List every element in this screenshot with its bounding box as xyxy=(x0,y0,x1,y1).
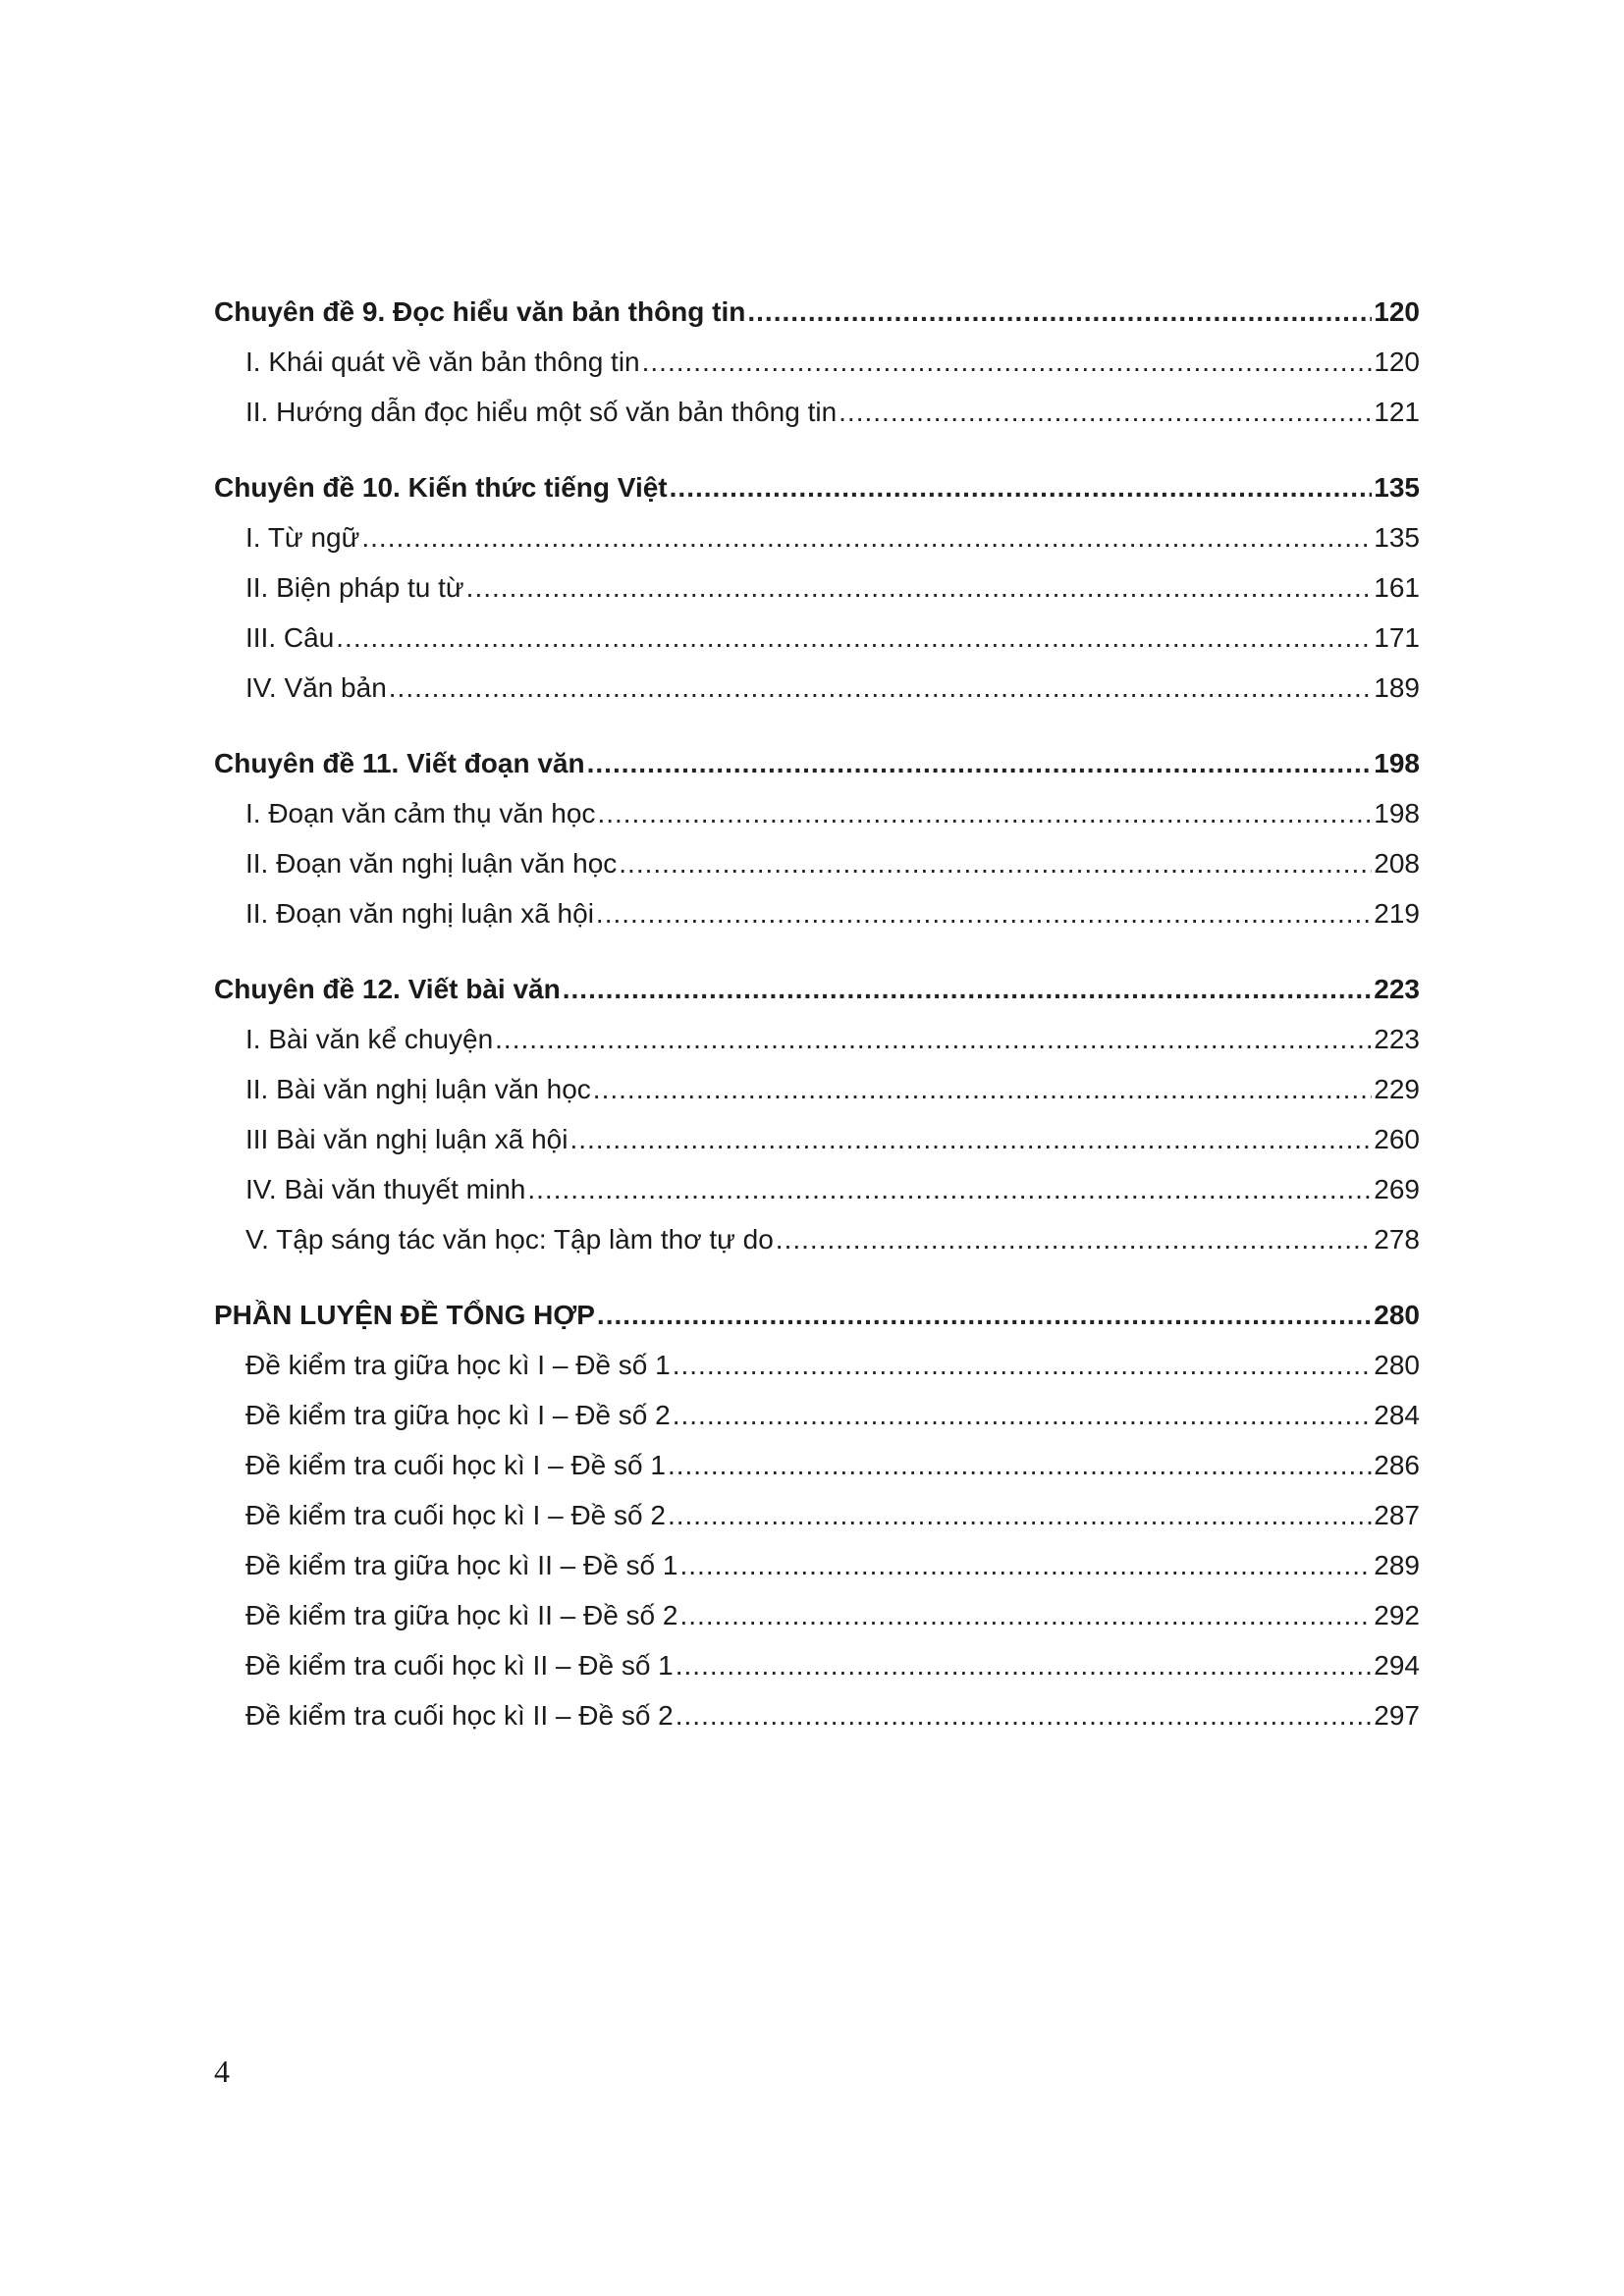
toc-item-row[interactable] xyxy=(214,1114,1420,1164)
toc-item-label: II. Hướng dẫn đọc hiểu một số văn bản thông tin xyxy=(245,397,838,427)
toc-heading-title: Chuyên đề 11. Viết đoạn văn xyxy=(214,748,585,778)
dot-leader xyxy=(466,562,1373,613)
toc-item-row[interactable] xyxy=(214,1214,1420,1264)
toc-item-row[interactable] xyxy=(214,1490,1420,1540)
toc-item-page: 171 xyxy=(1374,622,1420,653)
toc-item-row[interactable] xyxy=(214,613,1420,663)
dot-leader xyxy=(679,1590,1372,1640)
dot-leader xyxy=(597,1290,1372,1340)
toc-item-label: I. Bài văn kể chuyện xyxy=(245,1024,494,1054)
toc-item-row[interactable] xyxy=(214,512,1420,562)
toc-heading-row[interactable] xyxy=(214,964,1420,1014)
toc-item-row[interactable] xyxy=(214,1340,1420,1390)
dot-leader xyxy=(593,1064,1372,1114)
toc-item-page: 121 xyxy=(1374,397,1420,427)
toc-item-row[interactable] xyxy=(214,788,1420,838)
toc-item-page: 208 xyxy=(1374,848,1420,879)
toc-heading-title: Chuyên đề 9. Đọc hiểu văn bản thông tin xyxy=(214,296,746,327)
toc-item-page: 286 xyxy=(1374,1450,1420,1480)
toc-item-label: III Bài văn nghị luận xã hội xyxy=(245,1124,568,1154)
toc-heading-page: 120 xyxy=(1374,296,1420,327)
toc-item-label: II. Đoạn văn nghị luận văn học xyxy=(245,848,618,879)
toc-item-page: 284 xyxy=(1374,1400,1420,1430)
toc-item-row[interactable] xyxy=(214,1540,1420,1590)
toc-item-label: I. Đoạn văn cảm thụ văn học xyxy=(245,798,596,828)
toc-item-page: 198 xyxy=(1374,798,1420,828)
toc-item-page: 229 xyxy=(1374,1074,1420,1104)
toc-item-row[interactable] xyxy=(214,562,1420,613)
toc-heading-page: 135 xyxy=(1374,472,1420,503)
toc-item-label: Đề kiểm tra giữa học kì I – Đề số 2 xyxy=(245,1400,671,1430)
toc-section xyxy=(214,964,1420,1264)
dot-leader xyxy=(670,462,1373,512)
toc-item-label: II. Biện pháp tu từ xyxy=(245,572,464,603)
toc-item-label: Đề kiểm tra cuối học kì II – Đề số 1 xyxy=(245,1650,674,1681)
toc-section xyxy=(214,738,1420,938)
table-of-contents xyxy=(214,287,1420,1766)
toc-item-row[interactable] xyxy=(214,888,1420,938)
dot-leader xyxy=(679,1540,1372,1590)
toc-item-label: I. Từ ngữ xyxy=(245,522,360,553)
toc-item-page: 278 xyxy=(1374,1224,1420,1255)
dot-leader xyxy=(776,1214,1372,1264)
toc-item-page: 189 xyxy=(1374,672,1420,703)
toc-heading-page: 198 xyxy=(1374,748,1420,778)
toc-item-page: 269 xyxy=(1374,1174,1420,1204)
toc-item-row[interactable] xyxy=(214,663,1420,713)
dot-leader xyxy=(668,1440,1372,1490)
toc-item-row[interactable] xyxy=(214,838,1420,888)
toc-item-row[interactable] xyxy=(214,1390,1420,1440)
toc-heading-title: Chuyên đề 10. Kiến thức tiếng Việt xyxy=(214,472,668,503)
toc-item-row[interactable] xyxy=(214,1064,1420,1114)
dot-leader xyxy=(336,613,1372,663)
dot-leader xyxy=(389,663,1373,713)
dot-leader xyxy=(527,1164,1372,1214)
toc-item-label: Đề kiểm tra cuối học kì I – Đề số 1 xyxy=(245,1450,666,1480)
toc-item-label: Đề kiểm tra cuối học kì II – Đề số 2 xyxy=(245,1700,674,1731)
toc-item-page: 292 xyxy=(1374,1600,1420,1630)
toc-item-label: Đề kiểm tra cuối học kì I – Đề số 2 xyxy=(245,1500,666,1530)
toc-heading-row[interactable] xyxy=(214,287,1420,337)
toc-item-label: II. Đoạn văn nghị luận xã hội xyxy=(245,898,594,929)
toc-item-label: Đề kiểm tra giữa học kì II – Đề số 2 xyxy=(245,1600,678,1630)
toc-item-label: IV. Bài văn thuyết minh xyxy=(245,1174,526,1204)
toc-item-label: IV. Văn bản xyxy=(245,672,387,703)
dot-leader xyxy=(673,1340,1373,1390)
toc-item-page: 287 xyxy=(1374,1500,1420,1530)
toc-item-page: 280 xyxy=(1374,1350,1420,1380)
toc-item-page: 135 xyxy=(1374,522,1420,553)
toc-item-row[interactable] xyxy=(214,1590,1420,1640)
toc-heading-title: Chuyên đề 12. Viết bài văn xyxy=(214,974,561,1004)
toc-section xyxy=(214,287,1420,437)
dot-leader xyxy=(619,838,1372,888)
toc-item-page: 219 xyxy=(1374,898,1420,929)
dot-leader xyxy=(563,964,1373,1014)
page-number: 4 xyxy=(214,2054,230,2089)
dot-leader xyxy=(597,788,1372,838)
toc-heading-row[interactable] xyxy=(214,1290,1420,1340)
toc-item-row[interactable] xyxy=(214,1440,1420,1490)
dot-leader xyxy=(676,1690,1373,1740)
toc-item-page: 294 xyxy=(1374,1650,1420,1681)
dot-leader xyxy=(676,1640,1373,1690)
toc-heading-page: 280 xyxy=(1374,1300,1420,1330)
toc-item-row[interactable] xyxy=(214,1690,1420,1740)
dot-leader xyxy=(839,387,1372,437)
toc-item-label: Đề kiểm tra giữa học kì I – Đề số 1 xyxy=(245,1350,671,1380)
dot-leader xyxy=(596,888,1372,938)
toc-heading-page: 223 xyxy=(1374,974,1420,1004)
toc-item-label: Đề kiểm tra giữa học kì II – Đề số 1 xyxy=(245,1550,678,1580)
toc-item-page: 260 xyxy=(1374,1124,1420,1154)
toc-item-page: 289 xyxy=(1374,1550,1420,1580)
dot-leader xyxy=(673,1390,1373,1440)
toc-heading-row[interactable] xyxy=(214,738,1420,788)
toc-item-row[interactable] xyxy=(214,387,1420,437)
toc-item-row[interactable] xyxy=(214,1164,1420,1214)
dot-leader xyxy=(642,337,1373,387)
toc-item-label: II. Bài văn nghị luận văn học xyxy=(245,1074,591,1104)
dot-leader xyxy=(587,738,1373,788)
toc-section xyxy=(214,1290,1420,1740)
toc-section xyxy=(214,462,1420,713)
dot-leader xyxy=(668,1490,1372,1540)
dot-leader xyxy=(361,512,1372,562)
toc-item-page: 161 xyxy=(1374,572,1420,603)
toc-item-row[interactable] xyxy=(214,1014,1420,1064)
dot-leader xyxy=(495,1014,1372,1064)
toc-item-page: 223 xyxy=(1374,1024,1420,1054)
toc-item-page: 297 xyxy=(1374,1700,1420,1731)
toc-item-page: 120 xyxy=(1374,347,1420,377)
dot-leader xyxy=(569,1114,1372,1164)
toc-item-label: V. Tập sáng tác văn học: Tập làm thơ tự do xyxy=(245,1224,774,1255)
toc-item-label: I. Khái quát về văn bản thông tin xyxy=(245,347,640,377)
toc-heading-row[interactable] xyxy=(214,462,1420,512)
toc-item-row[interactable] xyxy=(214,1640,1420,1690)
toc-item-label: III. Câu xyxy=(245,622,335,653)
toc-item-row[interactable] xyxy=(214,337,1420,387)
dot-leader xyxy=(747,287,1372,337)
toc-heading-title: PHẦN LUYỆN ĐỀ TỔNG HỢP xyxy=(214,1300,595,1330)
